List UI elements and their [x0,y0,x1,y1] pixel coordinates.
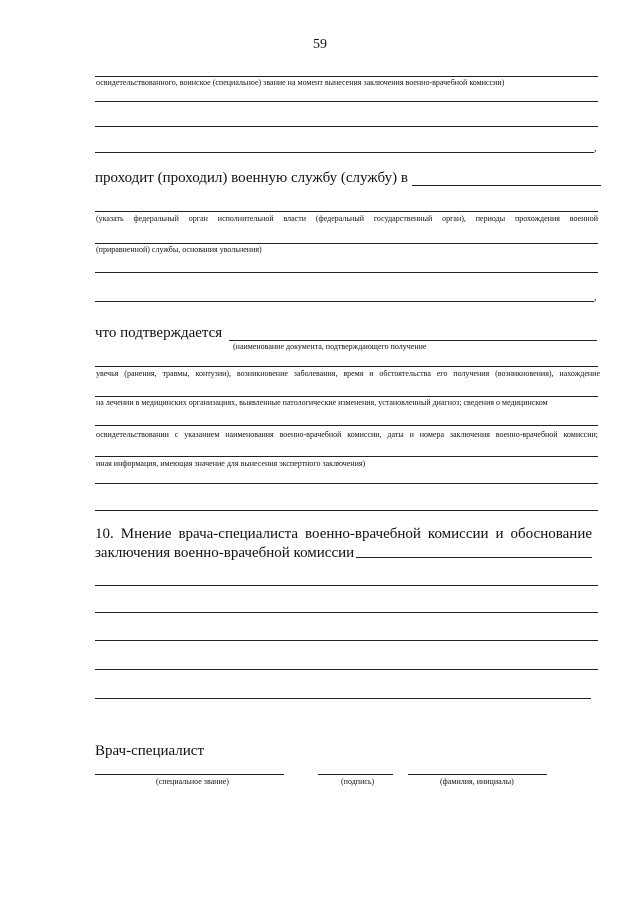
rank-caption: (специальное звание) [156,777,229,786]
fill-line[interactable] [95,425,598,426]
service-label: проходит (проходил) военную службу (службу) в [95,170,408,186]
fill-line[interactable] [95,366,598,367]
section-10-title-line-2: заключения военно-врачебной комиссии [95,545,355,561]
fill-line[interactable] [95,126,598,127]
rank-input-line[interactable] [95,774,284,775]
fill-line[interactable] [95,612,598,613]
fill-line[interactable] [95,272,598,273]
fill-line[interactable] [95,483,598,484]
status-caption: освидетельствованного, воинское (специальное) звание на момент вынесения заключения военно-врачебной комиссии) [96,78,505,87]
signature-caption: (подпись) [341,777,375,786]
line-comma: , [594,143,597,154]
service-input-line[interactable] [412,185,601,186]
fill-line[interactable] [95,456,598,457]
service-caption-1: (указать федеральный орган исполнительной власти (федеральный государственный орган), периоды прохождения военной [96,214,598,223]
signature-input-line[interactable] [318,774,393,775]
page-number: 59 [313,37,327,52]
confirmation-label: что подтверждается [95,325,223,341]
fill-line[interactable] [95,243,598,244]
confirmation-caption-2: увечья (ранения, травмы, контузии), возникновение заболевания, время и обстоятельства его получения (возникновения), нахождение [96,369,600,378]
fill-line[interactable] [95,152,594,153]
fill-line[interactable] [95,211,598,212]
fill-line[interactable] [95,301,594,302]
line-comma: , [594,292,597,303]
confirmation-caption-1: (наименование документа, подтверждающего получение [233,342,427,351]
confirmation-caption-5: иная информация, имеющая значение для вынесения экспертного заключения) [96,459,366,468]
fill-line[interactable] [95,510,598,511]
fill-line[interactable] [95,101,598,102]
name-caption: (фамилия, инициалы) [440,777,514,786]
doctor-label: Врач-специалист [95,743,205,759]
service-caption-2: (приравненной) службы, основания увольнения) [96,245,262,254]
name-input-line[interactable] [408,774,547,775]
fill-line[interactable] [95,76,598,77]
fill-line[interactable] [95,640,598,641]
confirmation-caption-4: освидетельствовании с указанием наименования военно-врачебной комиссии, даты и номера заключения военно-врачебной комиссии; [96,430,598,439]
section-10-title-line-1: 10. Мнение врача-специалиста военно-врачебной комиссии и обоснование [95,526,592,542]
confirmation-input-line[interactable] [229,340,597,341]
fill-line[interactable] [95,698,591,699]
fill-line[interactable] [95,669,598,670]
fill-line[interactable] [95,396,598,397]
fill-line[interactable] [95,585,598,586]
section-10-input-line[interactable] [356,557,592,558]
confirmation-caption-3: на лечении в медицинских организациях, выявленные патологические изменения, установленный диагноз; сведения о медицинском [96,398,548,407]
